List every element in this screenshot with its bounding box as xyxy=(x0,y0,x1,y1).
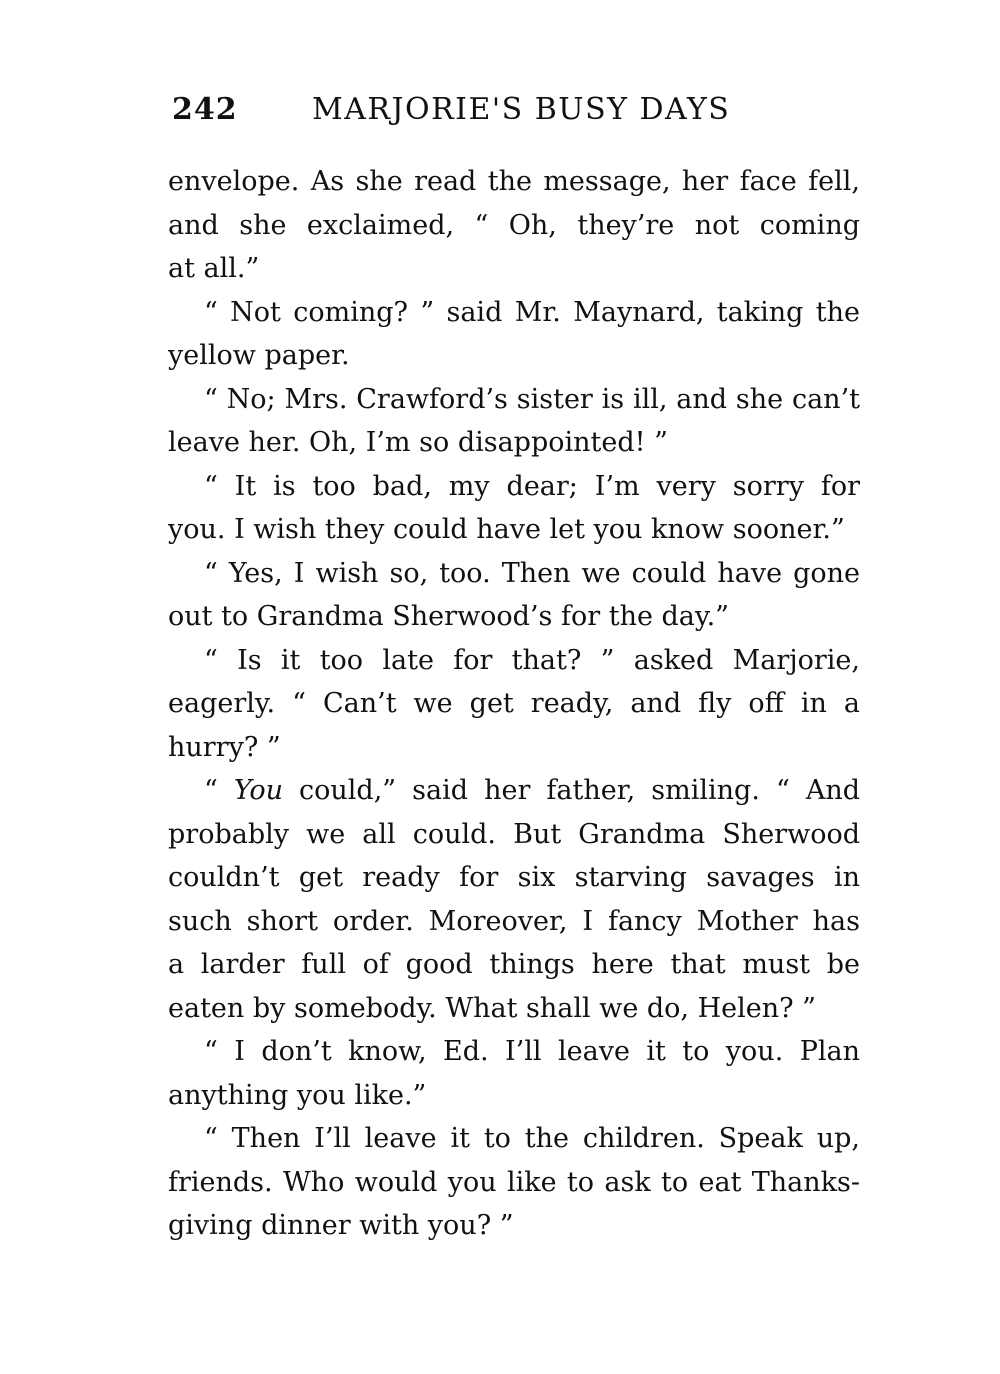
text-line: anything you like.” xyxy=(168,1079,427,1111)
text-line: couldn’t get ready for six starving savages in xyxy=(168,862,860,893)
paragraph xyxy=(168,160,860,291)
text-line: giving dinner with you? ” xyxy=(168,1210,514,1241)
text-line: “ Is it too late for that? ” asked Marjorie, xyxy=(204,644,860,676)
text-line: “ Yes, I wish so, too. Then we could have gone xyxy=(204,557,860,589)
text-line: out to Grandma Sherwood’s for the day.” xyxy=(168,601,729,632)
text-line: probably we all could. But Grandma Sherwood xyxy=(168,818,860,850)
running-title: MARJORIE'S BUSY DAYS xyxy=(312,92,731,127)
text-line: leave her. Oh, I’m so disappointed! ” xyxy=(168,427,668,458)
text-line: you. I wish they could have let you know sooner.” xyxy=(168,514,845,545)
text-line: yellow paper. xyxy=(168,340,350,371)
paragraph xyxy=(168,769,860,1030)
text-line: “ Not coming? ” said Mr. Maynard, taking the xyxy=(204,296,860,328)
text-segment: “ xyxy=(204,775,234,806)
page-header xyxy=(172,92,872,142)
text-line: envelope. As she read the message, her face fell, xyxy=(168,166,860,197)
paragraph xyxy=(168,291,860,378)
text-line: “ I don’t know, Ed. I’ll leave it to you. Plan xyxy=(204,1036,860,1067)
paragraph xyxy=(168,639,860,770)
text-line: and she exclaimed, “ Oh, they’re not coming xyxy=(168,209,860,241)
paragraph xyxy=(168,465,860,552)
text-line xyxy=(168,769,860,813)
paragraph xyxy=(168,552,860,639)
text-line: a larder full of good things here that must be xyxy=(168,949,860,980)
paragraph xyxy=(168,378,860,465)
text-line: eaten by somebody. What shall we do, Helen? ” xyxy=(168,992,816,1024)
paragraph xyxy=(168,1117,860,1248)
text-line: eagerly. “ Can’t we get ready, and fly off in a xyxy=(168,688,860,719)
text-line: friends. Who would you like to ask to eat Thanks- xyxy=(168,1166,860,1198)
text-line: “ Then I’ll leave it to the children. Speak up, xyxy=(204,1123,860,1154)
paragraph xyxy=(168,1030,860,1117)
text-line: such short order. Moreover, I fancy Mother has xyxy=(168,905,860,937)
text-line: hurry? ” xyxy=(168,731,281,763)
body-text xyxy=(168,160,860,1248)
page-number: 242 xyxy=(172,92,238,127)
text-segment: could,” said her father, smiling. “ And xyxy=(282,775,860,806)
text-line: “ It is too bad, my dear; I’m very sorry for xyxy=(204,470,860,502)
text-line: “ No; Mrs. Crawford’s sister is ill, and she can’t xyxy=(204,383,860,415)
italic-text: You xyxy=(233,775,283,806)
text-line: at all.” xyxy=(168,253,260,284)
